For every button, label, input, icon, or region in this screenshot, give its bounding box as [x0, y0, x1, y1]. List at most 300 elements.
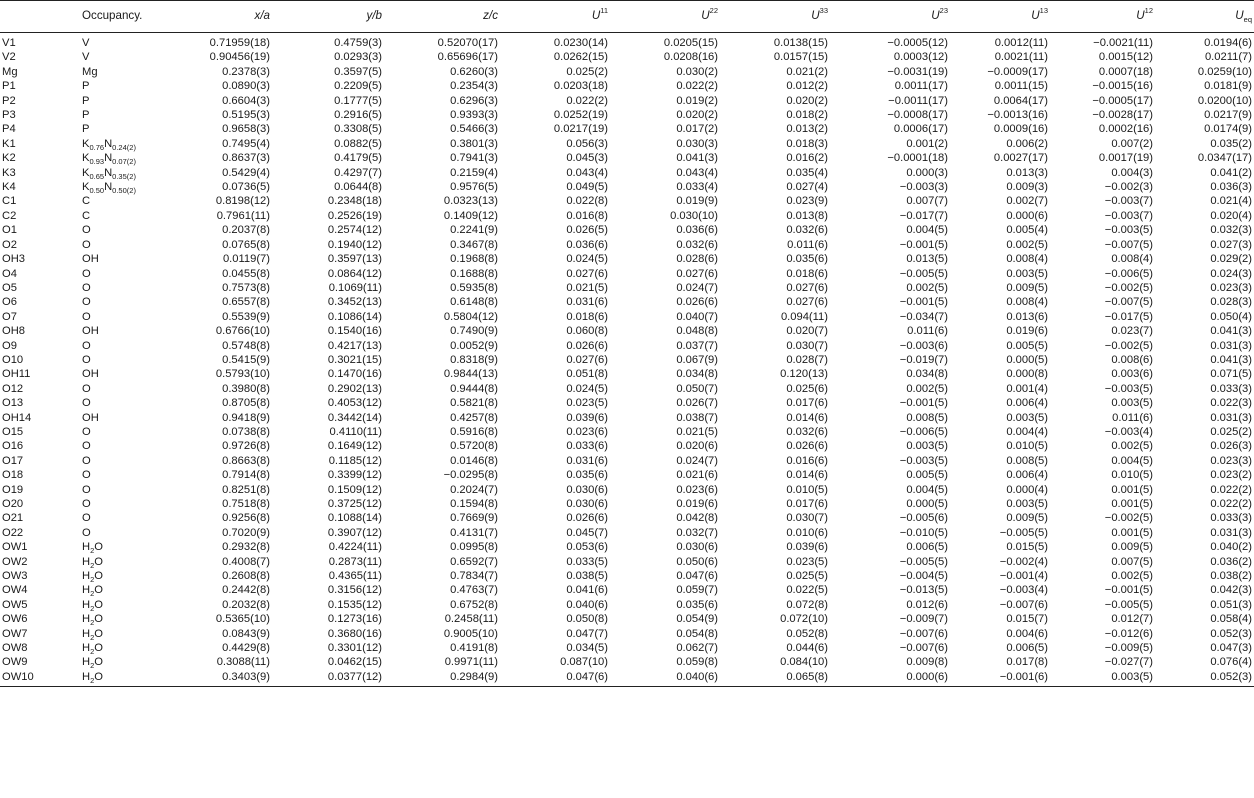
value-cell: 0.1069(11) [328, 281, 382, 294]
occupancy-cell [80, 339, 190, 353]
value-cell: −0.001(6) [950, 670, 1050, 687]
column-header [1155, 1, 1254, 33]
value-cell: 0.024(5) [566, 382, 608, 395]
table-row [0, 598, 1254, 612]
value-cell: 0.010(5) [1111, 469, 1153, 482]
atom-label-cell: O17 [2, 454, 24, 467]
column-header-superscript: 23 [939, 6, 948, 16]
value-cell: 0.8198(12) [215, 195, 270, 208]
occupancy-symbol: O [94, 642, 103, 655]
value-cell: 0.71959(18) [209, 37, 270, 49]
occupancy-cell [80, 627, 190, 641]
atom-label-cell: P1 [2, 80, 16, 93]
value-cell: 0.050(7) [676, 382, 718, 395]
value-cell: −0.002(4) [999, 555, 1048, 568]
value-cell: 0.001(5) [1111, 483, 1153, 496]
occupancy-symbol: H [82, 627, 91, 640]
value-cell: 0.051(3) [1210, 598, 1252, 611]
value-cell: 0.062(7) [676, 642, 718, 655]
occupancy-cell [80, 353, 190, 367]
occupancy-symbol: K [82, 166, 90, 179]
table-row [0, 353, 1254, 367]
value-cell: 0.004(5) [906, 483, 948, 496]
value-cell: 0.038(2) [1210, 570, 1252, 583]
occupancy-symbol: H [82, 656, 91, 669]
value-cell: −0.009(7) [899, 613, 948, 626]
value-cell: 0.027(6) [786, 281, 828, 294]
table-row [0, 454, 1254, 468]
value-cell: 0.7490(9) [450, 325, 498, 338]
atom-label-cell: V2 [2, 51, 16, 64]
value-cell: −0.027(7) [1104, 656, 1153, 669]
value-cell: 0.006(5) [1006, 642, 1048, 655]
occupancy-cell [80, 65, 190, 79]
value-cell: −0.0001(18) [887, 152, 948, 165]
value-cell: 0.0064(17) [993, 94, 1048, 107]
value-cell: −0.005(5) [999, 526, 1048, 539]
atom-label-cell: OW1 [2, 541, 28, 554]
value-cell: 0.030(10) [670, 209, 718, 222]
occupancy-symbol: H [82, 584, 91, 597]
table-row [0, 223, 1254, 237]
occupancy-symbol: O [82, 310, 91, 323]
value-cell: 0.2916(5) [334, 109, 382, 122]
value-cell: 0.5365(10) [215, 613, 270, 626]
value-cell: −0.001(4) [999, 570, 1048, 583]
value-cell: 0.004(3) [1111, 166, 1153, 179]
occupancy-symbol: K [82, 152, 90, 165]
value-cell: 0.020(4) [1210, 209, 1252, 222]
value-cell: 0.023(3) [1210, 454, 1252, 467]
value-cell: 0.033(3) [1210, 512, 1252, 525]
value-cell: 0.0217(19) [553, 123, 608, 136]
value-cell: 0.7941(3) [450, 152, 498, 165]
value-cell: 0.0015(12) [1098, 51, 1153, 64]
occupancy-symbol: H [82, 598, 91, 611]
value-cell: −0.0008(17) [887, 109, 948, 122]
occupancy-symbol: O [82, 382, 91, 395]
occupancy-symbol: O [82, 397, 91, 410]
value-cell: 0.0027(17) [993, 152, 1048, 165]
value-cell: 0.1688(8) [450, 267, 498, 280]
value-cell: 0.0644(8) [334, 181, 382, 194]
value-cell: 0.003(5) [1006, 411, 1048, 424]
value-cell: 0.031(3) [1210, 411, 1252, 424]
value-cell: 0.043(4) [676, 166, 718, 179]
value-cell: 0.023(2) [1210, 469, 1252, 482]
value-cell: 0.020(2) [676, 109, 718, 122]
value-cell: 0.035(6) [786, 253, 828, 266]
value-cell: 0.048(8) [676, 325, 718, 338]
value-cell: 0.0017(19) [1098, 152, 1153, 165]
occupancy-symbol: H [82, 541, 91, 554]
value-cell: −0.007(6) [899, 627, 948, 640]
value-cell: 0.0347(17) [1197, 152, 1252, 165]
column-header-label: U [1136, 9, 1145, 23]
value-cell: 0.003(6) [1111, 368, 1153, 381]
occupancy-cell [80, 612, 190, 626]
value-cell: 0.015(5) [1006, 541, 1048, 554]
value-cell: 0.035(4) [786, 166, 828, 179]
table-row [0, 267, 1254, 281]
column-header [384, 1, 500, 33]
value-cell: 0.0455(8) [222, 267, 270, 280]
value-cell: 0.4217(13) [327, 339, 382, 352]
table-row [0, 425, 1254, 439]
value-cell: 0.035(2) [1210, 137, 1252, 150]
value-cell: 0.7961(11) [216, 209, 270, 222]
value-cell: 0.024(3) [1210, 267, 1252, 280]
value-cell: 0.0259(10) [1197, 65, 1252, 78]
value-cell: 0.0738(8) [222, 425, 270, 438]
column-header [950, 1, 1050, 33]
value-cell: 0.2159(4) [450, 166, 498, 179]
value-cell: 0.023(5) [786, 555, 828, 568]
occupancy-subscript: 2 [90, 560, 95, 570]
value-cell: 0.022(2) [1210, 483, 1252, 496]
occupancy-symbol: O [94, 670, 103, 683]
occupancy-symbol: H [82, 642, 91, 655]
value-cell: −0.009(5) [1104, 642, 1153, 655]
occupancy-symbol: O [94, 656, 103, 669]
column-header-label: U [1235, 9, 1244, 23]
value-cell: −0.0009(17) [987, 65, 1048, 78]
value-cell: −0.002(5) [1104, 339, 1153, 352]
table-row [0, 655, 1254, 669]
value-cell: 0.3301(12) [327, 642, 382, 655]
occupancy-subscript: 0.50(2) [112, 186, 136, 196]
value-cell: 0.0211(7) [1204, 51, 1252, 64]
occupancy-symbol: P [82, 123, 90, 136]
column-header-superscript: 13 [1039, 6, 1048, 16]
value-cell: 0.021(4) [1210, 195, 1252, 208]
value-cell: 0.3907(12) [327, 526, 382, 539]
table-row [0, 166, 1254, 180]
table-row [0, 555, 1254, 569]
value-cell: 0.002(7) [1006, 195, 1048, 208]
atom-label-cell: OW9 [2, 656, 28, 669]
occupancy-subscript: 0.24(2) [112, 142, 136, 152]
table-row [0, 94, 1254, 108]
value-cell: 0.022(3) [1210, 397, 1252, 410]
value-cell: 0.065(8) [720, 670, 830, 687]
occupancy-subscript: 0.35(2) [112, 171, 136, 181]
occupancy-subscript: 2 [90, 675, 95, 685]
value-cell: 0.3156(12) [327, 584, 382, 597]
occupancy-symbol: O [82, 526, 91, 539]
occupancy-cell [80, 598, 190, 612]
occupancy-symbol: O [94, 627, 103, 640]
value-cell: 0.9444(8) [450, 382, 498, 395]
value-cell: 0.9256(8) [222, 512, 270, 525]
value-cell: 0.019(6) [676, 498, 718, 510]
value-cell: 0.3442(14) [327, 411, 382, 424]
value-cell: 0.005(5) [906, 469, 948, 482]
occupancy-subscript: 2 [90, 575, 95, 585]
value-cell: 0.1649(12) [327, 440, 382, 453]
value-cell: −0.006(5) [1104, 267, 1153, 280]
value-cell: −0.003(5) [1104, 382, 1153, 395]
value-cell: 0.032(3) [1210, 224, 1252, 237]
table-row [0, 137, 1254, 151]
value-cell: 0.3980(8) [222, 382, 270, 395]
column-header-superscript: 11 [600, 6, 608, 16]
value-cell: −0.003(4) [999, 584, 1048, 597]
value-cell: 0.045(7) [566, 526, 608, 539]
value-cell: 0.5748(8) [222, 339, 270, 352]
table-row [0, 483, 1254, 497]
value-cell: 0.2037(8) [222, 224, 270, 237]
value-cell: 0.019(9) [676, 195, 718, 208]
atom-label-cell: O22 [2, 526, 24, 539]
atom-label-cell: OW3 [2, 570, 28, 583]
occupancy-symbol: O [94, 555, 103, 568]
occupancy-symbol: O [82, 339, 91, 352]
column-header [500, 1, 610, 33]
value-cell: 0.000(8) [1006, 368, 1048, 381]
value-cell: 0.030(7) [786, 512, 828, 525]
value-cell: 0.9418(9) [222, 411, 270, 424]
value-cell: 0.7495(4) [222, 137, 270, 150]
value-cell: 0.0012(11) [994, 37, 1048, 49]
value-cell: 0.006(4) [1006, 397, 1048, 410]
occupancy-symbol: O [94, 541, 103, 554]
value-cell: 0.054(9) [676, 613, 718, 626]
value-cell: 0.4191(8) [450, 642, 498, 655]
column-header [0, 1, 80, 33]
value-cell: 0.007(7) [906, 195, 948, 208]
value-cell: 0.3467(8) [450, 238, 498, 251]
table-row [0, 281, 1254, 295]
occupancy-symbol: O [94, 598, 103, 611]
occupancy-cell [80, 641, 190, 655]
value-cell: 0.059(8) [676, 656, 718, 669]
table-row [0, 612, 1254, 626]
value-cell: −0.002(5) [1104, 281, 1153, 294]
value-cell: 0.3725(12) [327, 498, 382, 510]
atom-label-cell: OH3 [2, 253, 26, 266]
value-cell: 0.1535(12) [327, 598, 382, 611]
value-cell: 0.0138(15) [773, 37, 828, 49]
occupancy-cell [80, 79, 190, 93]
occupancy-subscript: 2 [90, 603, 95, 613]
value-cell: 0.053(6) [566, 541, 608, 554]
value-cell: 0.5415(9) [222, 353, 270, 366]
value-cell: 0.011(6) [1112, 411, 1153, 424]
atom-label-cell: O18 [2, 469, 24, 482]
value-cell: 0.001(5) [1111, 498, 1153, 510]
table-row [0, 382, 1254, 396]
value-cell: 0.008(4) [1111, 253, 1153, 266]
value-cell: 0.094(11) [780, 310, 828, 323]
value-cell: 0.0882(5) [334, 137, 382, 150]
value-cell: 0.012(7) [1111, 613, 1153, 626]
occupancy-cell [80, 281, 190, 295]
value-cell: 0.3399(12) [327, 469, 382, 482]
value-cell: 0.027(4) [786, 181, 828, 194]
value-cell: 0.036(6) [566, 238, 608, 251]
value-cell: 0.2984(9) [384, 670, 500, 687]
occupancy-symbol: K [82, 137, 90, 150]
value-cell: 0.023(3) [1210, 281, 1252, 294]
atom-label-cell: O4 [2, 267, 17, 280]
occupancy-symbol: O [82, 267, 91, 280]
occupancy-cell [80, 396, 190, 410]
atom-label-cell: O19 [2, 483, 24, 496]
occupancy-symbol: O [94, 570, 103, 583]
column-header-superscript: 22 [709, 6, 718, 16]
occupancy-symbol: O [82, 281, 91, 294]
value-cell: 0.027(6) [566, 353, 608, 366]
value-cell: −0.001(5) [899, 296, 948, 309]
value-cell: 0.0200(10) [1197, 94, 1252, 107]
value-cell: 0.022(5) [786, 584, 828, 597]
value-cell: 0.025(6) [786, 382, 828, 395]
table-row [0, 627, 1254, 641]
table-row [0, 180, 1254, 194]
value-cell: 0.020(2) [786, 94, 828, 107]
table-row [0, 295, 1254, 309]
value-cell: 0.3680(16) [327, 627, 382, 640]
value-cell: 0.022(2) [676, 80, 718, 93]
value-cell: 0.036(2) [1210, 555, 1252, 568]
occupancy-symbol: O [82, 440, 91, 453]
table-header [0, 1, 1254, 33]
value-cell: 0.0011(17) [894, 80, 948, 93]
value-cell: 0.6604(3) [222, 94, 270, 107]
value-cell: 0.4224(11) [328, 541, 382, 554]
value-cell: 0.003(5) [1050, 670, 1155, 687]
column-header [80, 1, 190, 33]
value-cell: 0.8663(8) [222, 454, 270, 467]
value-cell: 0.9393(3) [450, 109, 498, 122]
value-cell: 0.087(10) [560, 656, 608, 669]
value-cell: −0.017(7) [899, 209, 948, 222]
occupancy-symbol: O [94, 613, 103, 626]
value-cell: 0.050(8) [566, 613, 608, 626]
value-cell: 0.8637(3) [222, 152, 270, 165]
value-cell: 0.4008(7) [222, 555, 270, 568]
value-cell: 0.4429(8) [222, 642, 270, 655]
value-cell: −0.007(5) [1104, 296, 1153, 309]
value-cell: 0.2574(12) [327, 224, 382, 237]
table-row [0, 65, 1254, 79]
value-cell: 0.9576(5) [450, 181, 498, 194]
value-cell: 0.023(6) [566, 425, 608, 438]
occupancy-subscript: 2 [90, 589, 95, 599]
value-cell: −0.007(5) [1104, 238, 1153, 251]
value-cell: 0.030(6) [566, 498, 608, 510]
value-cell: 0.7573(8) [222, 281, 270, 294]
value-cell: 0.022(8) [566, 195, 608, 208]
table-row [0, 194, 1254, 208]
value-cell: 0.2608(8) [222, 570, 270, 583]
value-cell: 0.5720(8) [450, 440, 498, 453]
value-cell: 0.020(7) [786, 325, 828, 338]
value-cell: 0.050(4) [1210, 310, 1252, 323]
value-cell: 0.011(6) [907, 325, 948, 338]
value-cell: −0.002(3) [1104, 181, 1153, 194]
value-cell: 0.4763(7) [450, 584, 498, 597]
value-cell: 0.067(9) [676, 353, 718, 366]
value-cell: 0.003(5) [906, 440, 948, 453]
column-header-subscript: eq [1243, 15, 1252, 25]
value-cell: 0.037(7) [676, 339, 718, 352]
value-cell: 0.0205(15) [663, 37, 718, 49]
value-cell: 0.3597(13) [327, 253, 382, 266]
occupancy-cell [80, 555, 190, 569]
value-cell: 0.031(6) [566, 296, 608, 309]
value-cell: 0.4365(11) [328, 570, 382, 583]
value-cell: 0.018(6) [786, 267, 828, 280]
value-cell: −0.003(6) [899, 339, 948, 352]
value-cell: −0.002(5) [1104, 512, 1153, 525]
value-cell: 0.023(6) [676, 483, 718, 496]
value-cell: 0.019(2) [676, 94, 718, 107]
value-cell: 0.045(3) [566, 152, 608, 165]
value-cell: 0.3403(9) [190, 670, 272, 687]
atom-label-cell: OW7 [2, 627, 28, 640]
occupancy-subscript: 2 [90, 546, 95, 556]
value-cell: −0.003(5) [1104, 224, 1153, 237]
value-cell: 0.0765(8) [222, 238, 270, 251]
value-cell: 0.5466(3) [450, 123, 498, 136]
value-cell: 0.0736(5) [222, 181, 270, 194]
occupancy-symbol: N [104, 166, 113, 179]
table-row [0, 108, 1254, 122]
occupancy-subscript: 0.50 [89, 186, 105, 196]
value-cell: 0.024(7) [676, 454, 718, 467]
value-cell: −0.001(5) [899, 397, 948, 410]
value-cell: −0.0005(12) [887, 37, 948, 49]
occupancy-subscript: 0.76 [89, 142, 105, 152]
value-cell: 0.1540(16) [327, 325, 382, 338]
value-cell: 0.026(6) [786, 440, 828, 453]
table-row [0, 468, 1254, 482]
value-cell: 0.90456(19) [209, 51, 270, 64]
occupancy-cell [80, 497, 190, 511]
table-row [0, 411, 1254, 425]
value-cell: 0.042(8) [676, 512, 718, 525]
value-cell: 0.014(6) [786, 469, 828, 482]
value-cell: 0.024(5) [566, 253, 608, 266]
occupancy-cell [80, 238, 190, 252]
value-cell: 0.2526(19) [327, 209, 382, 222]
occupancy-subscript: 2 [90, 661, 95, 671]
value-cell: 0.5429(4) [222, 166, 270, 179]
occupancy-symbol: OH [82, 411, 99, 424]
value-cell: 0.9726(8) [222, 440, 270, 453]
value-cell: 0.029(2) [1210, 253, 1252, 266]
value-cell: 0.038(5) [566, 570, 608, 583]
occupancy-symbol: O [82, 512, 91, 525]
value-cell: −0.006(5) [899, 425, 948, 438]
value-cell: 0.000(4) [1006, 483, 1048, 496]
value-cell: 0.026(5) [566, 224, 608, 237]
value-cell: 0.034(8) [906, 368, 948, 381]
value-cell: 0.017(6) [786, 397, 828, 410]
occupancy-cell [80, 295, 190, 309]
value-cell: 0.6557(8) [222, 296, 270, 309]
value-cell: −0.0021(11) [1093, 37, 1153, 49]
value-cell: 0.047(7) [566, 627, 608, 640]
occupancy-cell [80, 583, 190, 597]
value-cell: 0.3308(5) [334, 123, 382, 136]
table-row [0, 367, 1254, 381]
value-cell: 0.52070(17) [437, 37, 498, 49]
value-cell: 0.032(6) [786, 224, 828, 237]
value-cell: 0.007(5) [1111, 555, 1153, 568]
